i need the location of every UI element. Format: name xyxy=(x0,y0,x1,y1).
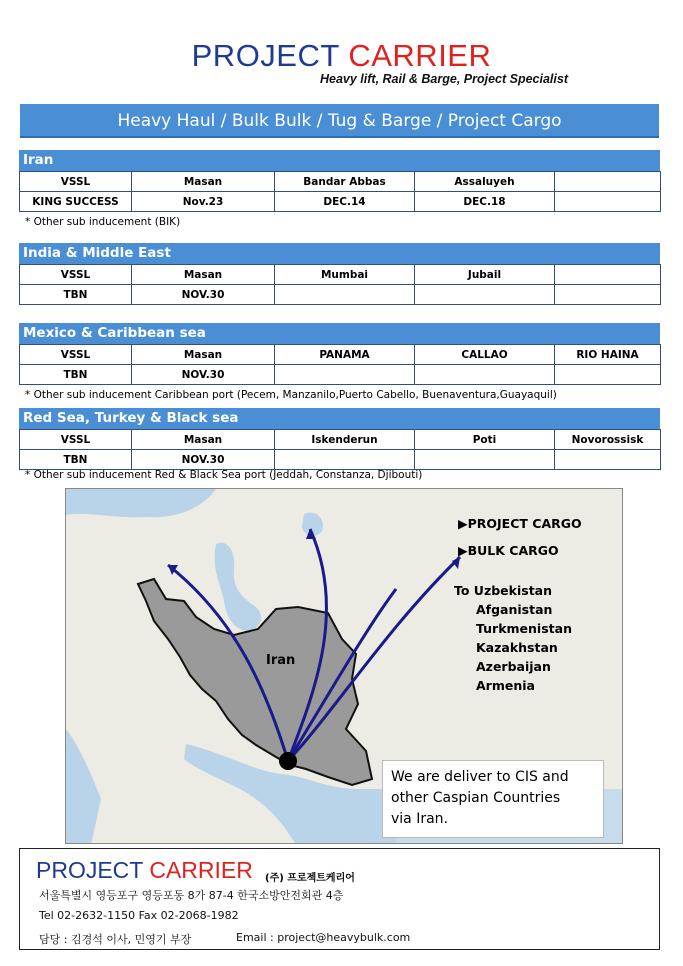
logo-word-carrier: CARRIER xyxy=(149,857,253,883)
table-header-row xyxy=(20,430,661,450)
table-cell xyxy=(555,285,661,305)
table-cell: Masan xyxy=(132,345,275,365)
caption-line: via Iran. xyxy=(391,811,448,827)
table-header-row xyxy=(20,265,661,285)
destination-label: Afganistan xyxy=(476,602,553,617)
table-cell: NOV.30 xyxy=(132,450,275,470)
table-cell: VSSL xyxy=(20,345,132,365)
footer-logo xyxy=(36,857,253,884)
table-row xyxy=(20,192,661,212)
table-cell xyxy=(415,285,555,305)
table-row xyxy=(20,450,661,470)
route-section-iran xyxy=(19,150,660,212)
phone-fax: Tel 02-2632-1150 Fax 02-2068-1982 xyxy=(39,909,239,922)
map-caption xyxy=(382,760,604,838)
table-cell: KING SUCCESS xyxy=(20,192,132,212)
table-cell xyxy=(275,450,415,470)
table-cell xyxy=(555,192,661,212)
destination-label: Turkmenistan xyxy=(476,621,572,636)
table-cell xyxy=(555,172,661,192)
table-cell xyxy=(275,365,415,385)
table-cell: Assaluyeh xyxy=(415,172,555,192)
footer-contact xyxy=(19,848,660,950)
table-header-row xyxy=(20,345,661,365)
caption-line: other Caspian Countries xyxy=(391,790,561,806)
legend-bulk-cargo: ▶BULK CARGO xyxy=(458,543,559,558)
logo-word-carrier: CARRIER xyxy=(348,38,492,73)
destination-label: Azerbaijan xyxy=(476,659,551,674)
route-title: India & Middle East xyxy=(19,243,660,264)
korean-company-name: (주) 프로젝트케리어 xyxy=(265,873,355,884)
table-header-row xyxy=(20,172,661,192)
origin-port-marker xyxy=(279,752,297,770)
tagline: Heavy lift, Rail & Barge, Project Specialist xyxy=(319,72,568,86)
table-cell: NOV.30 xyxy=(132,365,275,385)
schedule-table xyxy=(19,171,661,212)
table-cell: Bandar Abbas xyxy=(275,172,415,192)
route-section-red-sea-black-sea xyxy=(19,408,660,470)
destination-label: Kazakhstan xyxy=(476,640,558,655)
table-cell xyxy=(415,365,555,385)
iran-label: Iran xyxy=(266,653,296,668)
table-cell: RIO HAINA xyxy=(555,345,661,365)
table-cell: CALLAO xyxy=(415,345,555,365)
address: 서울특별시 영등포구 영등포동 8가 87-4 한국소방안전회관 4층 xyxy=(39,889,344,902)
table-cell: VSSL xyxy=(20,265,132,285)
schedule-table xyxy=(19,264,661,305)
table-cell: Poti xyxy=(415,430,555,450)
schedule-table xyxy=(19,344,661,385)
table-cell: VSSL xyxy=(20,172,132,192)
table-cell xyxy=(555,265,661,285)
legend-project-cargo: ▶PROJECT CARGO xyxy=(458,516,582,531)
schedule-table xyxy=(19,429,661,470)
table-row xyxy=(20,365,661,385)
route-note: * Other sub inducement Caribbean port (Pecem, Manzanilo,Puerto Cabello, Buenaventura,Guayaquil) xyxy=(25,389,557,401)
table-cell: Masan xyxy=(132,430,275,450)
contact-persons: 담당 : 김경석 이사, 민영기 부장 xyxy=(39,933,192,946)
logo-word-project: PROJECT xyxy=(36,857,150,883)
table-cell: Masan xyxy=(132,265,275,285)
route-note: * Other sub inducement Red & Black Sea port (Jeddah, Constanza, Djibouti) xyxy=(25,469,423,481)
route-section-india-middle-east xyxy=(19,243,660,305)
company-logo xyxy=(0,38,683,74)
table-cell: Iskenderun xyxy=(275,430,415,450)
table-cell: TBN xyxy=(20,365,132,385)
table-row xyxy=(20,285,661,305)
table-cell xyxy=(275,285,415,305)
table-cell: Novorossisk xyxy=(555,430,661,450)
route-note: * Other sub inducement (BIK) xyxy=(25,216,181,228)
table-cell: PANAMA xyxy=(275,345,415,365)
table-cell: DEC.18 xyxy=(415,192,555,212)
destination-label: To Uzbekistan xyxy=(454,583,553,598)
table-cell xyxy=(555,450,661,470)
table-cell: VSSL xyxy=(20,430,132,450)
logo-word-project: PROJECT xyxy=(191,38,349,73)
table-cell: TBN xyxy=(20,450,132,470)
caption-line: We are deliver to CIS and xyxy=(391,769,569,785)
table-cell: Nov.23 xyxy=(132,192,275,212)
table-cell xyxy=(555,365,661,385)
table-cell: TBN xyxy=(20,285,132,305)
destination-label: Armenia xyxy=(476,678,535,693)
services-banner: Heavy Haul / Bulk Bulk / Tug & Barge / Project Cargo xyxy=(20,104,659,138)
route-title: Iran xyxy=(19,150,660,171)
email-link[interactable]: Email : project@heavybulk.com xyxy=(236,931,411,944)
table-cell: Jubail xyxy=(415,265,555,285)
table-cell: Masan xyxy=(132,172,275,192)
route-section-mexico-caribbean xyxy=(19,323,660,385)
route-title: Red Sea, Turkey & Black sea xyxy=(19,408,660,429)
table-cell: Mumbai xyxy=(275,265,415,285)
table-cell: DEC.14 xyxy=(275,192,415,212)
table-cell xyxy=(415,450,555,470)
table-cell: NOV.30 xyxy=(132,285,275,305)
route-title: Mexico & Caribbean sea xyxy=(19,323,660,344)
